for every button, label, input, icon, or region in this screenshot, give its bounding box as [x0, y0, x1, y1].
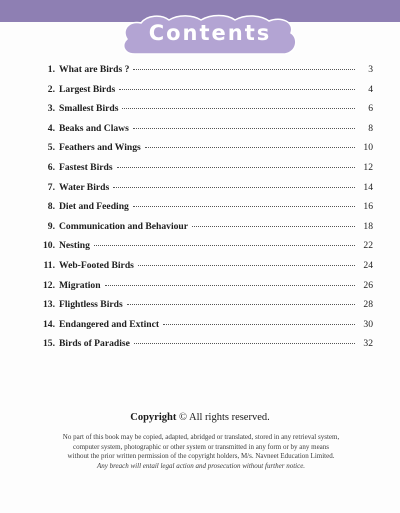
table-of-contents	[33, 64, 373, 358]
title-cloud	[121, 14, 299, 60]
toc-entry[interactable]	[33, 64, 373, 84]
toc-page-number: 26	[363, 279, 373, 291]
toc-title: Web-Footed Birds	[59, 259, 134, 271]
toc-number: 4.	[47, 122, 55, 134]
dot-leader	[163, 324, 355, 325]
dot-leader	[192, 226, 355, 227]
toc-number: 14.	[43, 318, 55, 330]
toc-number: 3.	[47, 103, 55, 115]
toc-entry[interactable]	[33, 123, 373, 143]
toc-entry[interactable]	[33, 103, 373, 123]
toc-page-number: 28	[363, 299, 373, 311]
dot-leader	[117, 167, 355, 168]
toc-entry[interactable]	[33, 299, 373, 319]
toc-title: Endangered and Extinct	[59, 318, 160, 330]
toc-entry[interactable]	[33, 221, 373, 241]
toc-page-number: 22	[363, 240, 373, 252]
copyright-symbol: ©	[178, 412, 187, 423]
toc-number: 2.	[47, 83, 55, 95]
dot-leader	[133, 69, 355, 70]
toc-title: Smallest Birds	[59, 103, 119, 115]
toc-page-number: 24	[363, 259, 373, 271]
dot-leader	[119, 89, 355, 90]
dot-leader	[145, 147, 355, 148]
toc-title: Fastest Birds	[59, 161, 113, 173]
toc-title: Feathers and Wings	[59, 142, 141, 154]
toc-number: 7.	[47, 181, 55, 193]
toc-page-number: 8	[368, 122, 373, 134]
toc-number: 13.	[43, 299, 55, 311]
toc-title: Communication and Behaviour	[59, 220, 189, 232]
copyright-rights: All rights reserved.	[188, 412, 270, 423]
toc-title: Birds of Paradise	[59, 338, 130, 350]
toc-page-number: 10	[363, 142, 373, 154]
toc-page-number: 16	[363, 201, 373, 213]
toc-entry[interactable]	[33, 338, 373, 358]
toc-title: Beaks and Claws	[59, 122, 129, 134]
dot-leader	[134, 343, 355, 344]
copyright-notice	[62, 433, 340, 471]
toc-number: 12.	[43, 279, 55, 291]
toc-number: 6.	[47, 161, 55, 173]
toc-page-number: 6	[368, 103, 373, 115]
toc-title: Migration	[59, 279, 101, 291]
toc-page-number: 4	[368, 83, 373, 95]
toc-number: 15.	[43, 338, 55, 350]
toc-title: Largest Birds	[59, 83, 116, 95]
toc-number: 8.	[47, 201, 55, 213]
notice-warning: Any breach will entail legal action and prosecution without further notice.	[96, 461, 306, 470]
toc-entry[interactable]	[33, 319, 373, 339]
dot-leader	[94, 245, 355, 246]
page-title: Contents	[148, 21, 272, 45]
toc-page-number: 3	[368, 64, 373, 75]
copyright-label: Copyright	[130, 412, 177, 423]
toc-title: Flightless Birds	[59, 299, 123, 311]
notice-text: No part of this book may be copied, adapted, abridged or translated, stored in any retrieval system, computer system, photographic or other system or transmitted in any form or by any means without the prior written permission of the copyright holders, M/s. Navneet Education Limited.	[62, 433, 340, 461]
toc-number: 1.	[47, 64, 55, 75]
toc-entry[interactable]	[33, 142, 373, 162]
toc-title: Diet and Feeding	[59, 201, 129, 213]
dot-leader	[105, 285, 355, 286]
toc-page-number: 32	[363, 338, 373, 350]
toc-page-number: 18	[363, 220, 373, 232]
toc-entry[interactable]	[33, 280, 373, 300]
toc-entry[interactable]	[33, 84, 373, 104]
toc-entry[interactable]	[33, 201, 373, 221]
copyright-line	[0, 412, 400, 423]
toc-page-number: 14	[363, 181, 373, 193]
dot-leader	[133, 128, 355, 129]
toc-number: 5.	[47, 142, 55, 154]
dot-leader	[127, 304, 355, 305]
toc-page-number: 12	[363, 161, 373, 173]
dot-leader	[113, 187, 355, 188]
toc-number: 11.	[43, 259, 55, 271]
toc-title: What are Birds ?	[59, 64, 130, 75]
toc-entry[interactable]	[33, 182, 373, 202]
toc-title: Nesting	[59, 240, 90, 252]
dot-leader	[138, 265, 355, 266]
toc-page-number: 30	[363, 318, 373, 330]
toc-entry[interactable]	[33, 162, 373, 182]
dot-leader	[133, 206, 355, 207]
toc-number: 10.	[43, 240, 55, 252]
toc-title: Water Birds	[59, 181, 110, 193]
toc-entry[interactable]	[33, 240, 373, 260]
toc-entry[interactable]	[33, 260, 373, 280]
dot-leader	[122, 108, 355, 109]
toc-number: 9.	[47, 220, 55, 232]
